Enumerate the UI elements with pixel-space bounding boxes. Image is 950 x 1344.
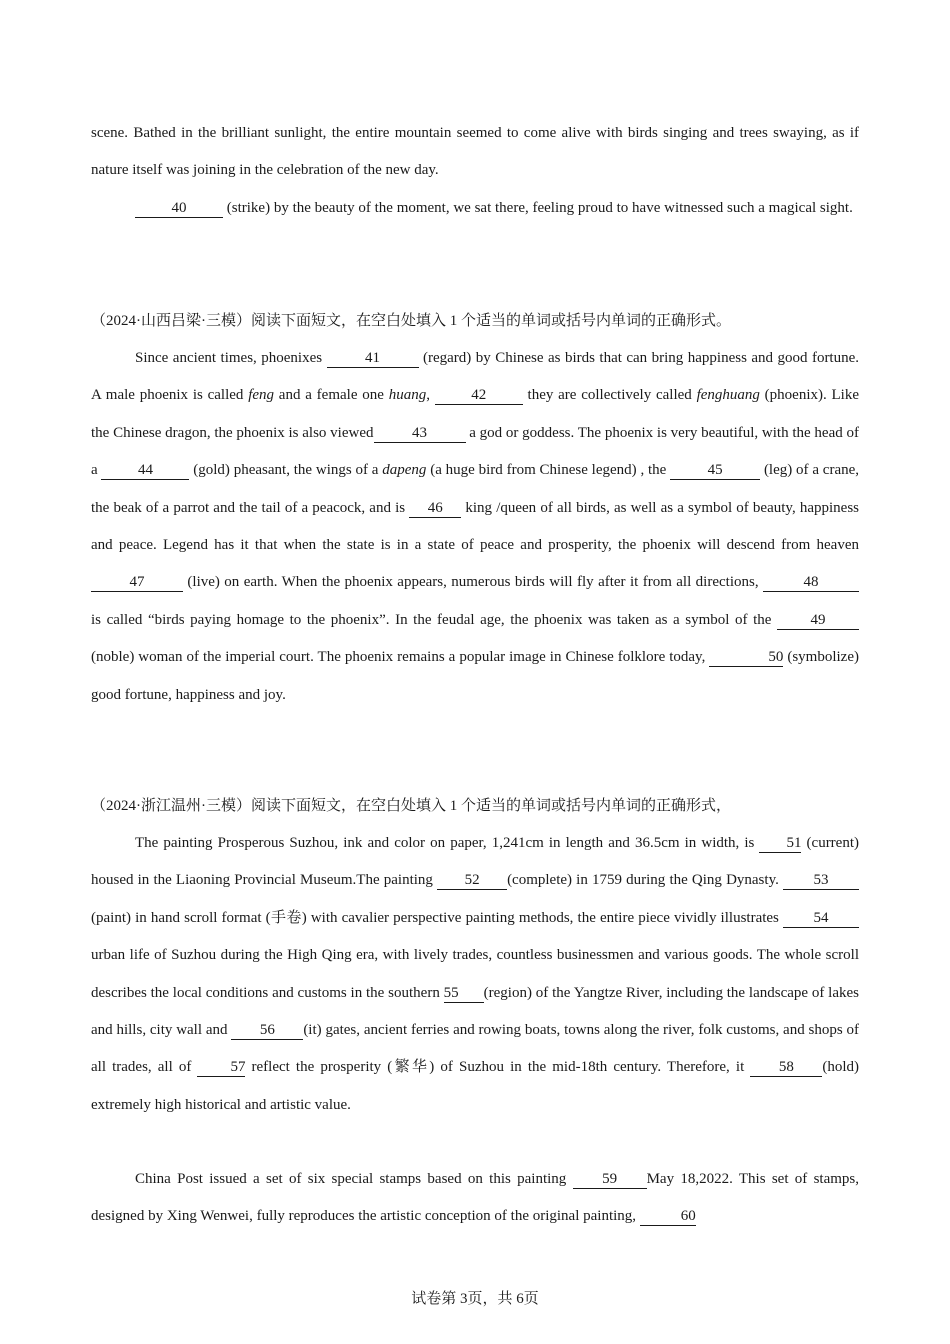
answer-blank-54[interactable]: 54 (783, 910, 859, 928)
answer-blank-60[interactable]: 60 (640, 1208, 696, 1226)
answer-blank-49[interactable]: 49 (777, 612, 859, 630)
section-heading: （2024·山西吕梁·三模）阅读下面短文，在空白处填入 1 个适当的单词或括号内单词的正确形式。 (91, 313, 731, 329)
answer-blank-46[interactable]: 46 (409, 500, 461, 518)
answer-blank-53[interactable]: 53 (783, 872, 859, 890)
passage-paragraph: 40 (strike) by the beauty of the moment, we sat there, feeling proud to have witnessed such a magical sight. (91, 190, 859, 227)
answer-blank-57[interactable]: 57 (197, 1059, 245, 1077)
passage-paragraph: scene. Bathed in the brilliant sunlight, the entire mountain seemed to come alive with birds singing and trees swaying, as if nature itself was joining in the celebration of the new day. (91, 125, 859, 179)
answer-blank-55[interactable]: 55 (444, 985, 484, 1003)
answer-blank-59[interactable]: 59 (573, 1171, 647, 1189)
suzhou-passage: The painting Prosperous Suzhou, ink and color on paper, 1,241cm in length and 36.5cm in width, is 51 (current) housed in the Liaoning Provincial Museum.The painting 52 (complete) in 1759 during the Qing Dynasty. 53(paint) in hand scroll format (手卷) with cavalier perspective painting methods, the entire piece vividly illustrates 54urban life of Suzhou during the High Qing era, with lively trades, countless businessmen and various goods. The whole scroll describes the local conditions and customs in the southern 55 (region) of the Yangtze River, including the landscape of lakes and hills, city wall and 56 (it) gates, ancient ferries and rowing boats, towns along the river, folk customs, and shops of all trades, all of 57 reflect the prosperity (繁华) of Suzhou in the mid-18th century. Therefore, it 58 (hold) extremely high historical and artistic value. (91, 835, 860, 1113)
answer-blank-48[interactable]: 48 (763, 574, 859, 592)
answer-blank-41[interactable]: 41 (327, 350, 419, 368)
answer-blank-56[interactable]: 56 (231, 1022, 303, 1040)
answer-blank-58[interactable]: 58 (750, 1059, 822, 1077)
answer-blank-45[interactable]: 45 (670, 462, 760, 480)
suzhou-passage-continued: China Post issued a set of six special stamps based on this painting 59 May 18,2022. This set of stamps, designed by Xing Wenwei, fully reproduces the artistic conception of the original painting, 60 (91, 1171, 859, 1225)
answer-blank-52[interactable]: 52 (437, 872, 507, 890)
page-footer: 试卷第 3页，共 6页 (411, 1291, 539, 1307)
answer-blank-44[interactable]: 44 (101, 462, 189, 480)
phoenix-passage: Since ancient times, phoenixes 41 (regard) by Chinese as birds that can bring happiness and good fortune. A male phoenix is called feng and a female one huang, 42 they are collectively called fenghuang (phoenix). Like the Chinese dragon, the phoenix is also viewed 43 a god or goddess. The phoenix is very beautiful, with the head of a 44 (gold) pheasant, the wings of a dapeng (a huge bird from Chinese legend) , the 45 (leg) of a crane, the beak of a parrot and the tail of a peacock, and is 46 king /queen of all birds, as well as a symbol of beauty, happiness and peace. Legend has it that when the state is in a state of peace and prosperity, the phoenix will descend from heaven 47 (live) on earth. When the phoenix appears, numerous birds will fly after it from all directions, 48 is called “birds paying homage to the phoenix”. In the feudal age, the phoenix was taken as a symbol of the 49 (noble) woman of the imperial court. The phoenix remains a popular image in Chinese folklore today, 50 (symbolize) good fortune, happiness and joy. (91, 350, 860, 703)
answer-blank-50[interactable]: 50 (709, 649, 783, 667)
answer-blank-40[interactable]: 40 (135, 200, 223, 218)
answer-blank-51[interactable]: 51 (759, 835, 801, 853)
answer-blank-42[interactable]: 42 (435, 387, 523, 405)
answer-blank-47[interactable]: 47 (91, 574, 183, 592)
section-heading: （2024·浙江温州·三模）阅读下面短文，在空白处填入 1 个适当的单词或括号内单词的正确形式， (91, 798, 731, 814)
answer-blank-43[interactable]: 43 (374, 425, 466, 443)
